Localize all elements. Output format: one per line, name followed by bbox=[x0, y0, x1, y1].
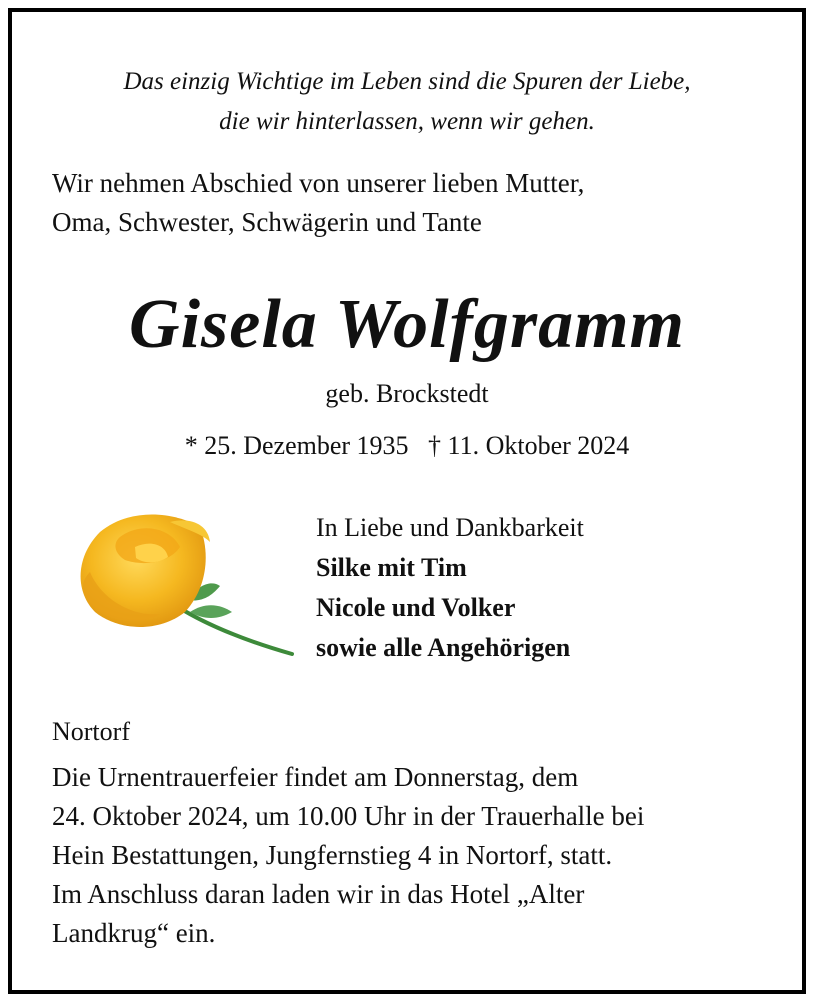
intro-line-2: Oma, Schwester, Schwägerin und Tante bbox=[52, 207, 482, 237]
farewell-intro bbox=[52, 164, 772, 242]
deceased-name: Gisela Wolfgramm bbox=[129, 286, 685, 363]
ceremony-line: Im Anschluss daran laden wir in das Hotel „Alter bbox=[52, 879, 585, 909]
mourners-block bbox=[316, 508, 776, 668]
quote-line-2: die wir hinterlassen, wenn wir gehen. bbox=[219, 108, 595, 135]
life-dates: * 25. Dezember 1935 † 11. Oktober 2024 bbox=[184, 431, 630, 460]
place-name: Nortorf bbox=[52, 717, 130, 746]
ceremony-line: Landkrug“ ein. bbox=[52, 918, 216, 948]
mourner-name: Nicole und Volker bbox=[316, 593, 516, 622]
birth-name: geb. Brockstedt bbox=[325, 379, 489, 408]
mourner-name: Silke mit Tim bbox=[316, 553, 467, 582]
quote-line-1: Das einzig Wichtige im Leben sind die Spuren der Liebe, bbox=[123, 68, 691, 95]
ceremony-line: 24. Oktober 2024, um 10.00 Uhr in der Trauerhalle bei bbox=[52, 801, 645, 831]
memorial-quote bbox=[12, 62, 802, 142]
ceremony-info bbox=[52, 758, 782, 953]
obituary-notice bbox=[8, 8, 806, 994]
ceremony-line: Hein Bestattungen, Jungfernstieg 4 in Nortorf, statt. bbox=[52, 840, 613, 870]
intro-line-1: Wir nehmen Abschied von unserer lieben Mutter, bbox=[52, 168, 585, 198]
mourner-name: sowie alle Angehörigen bbox=[316, 633, 571, 662]
mourners-intro: In Liebe und Dankbarkeit bbox=[316, 513, 584, 542]
ceremony-line: Die Urnentrauerfeier findet am Donnerstag, dem bbox=[52, 762, 579, 792]
yellow-rose-image bbox=[60, 502, 300, 672]
